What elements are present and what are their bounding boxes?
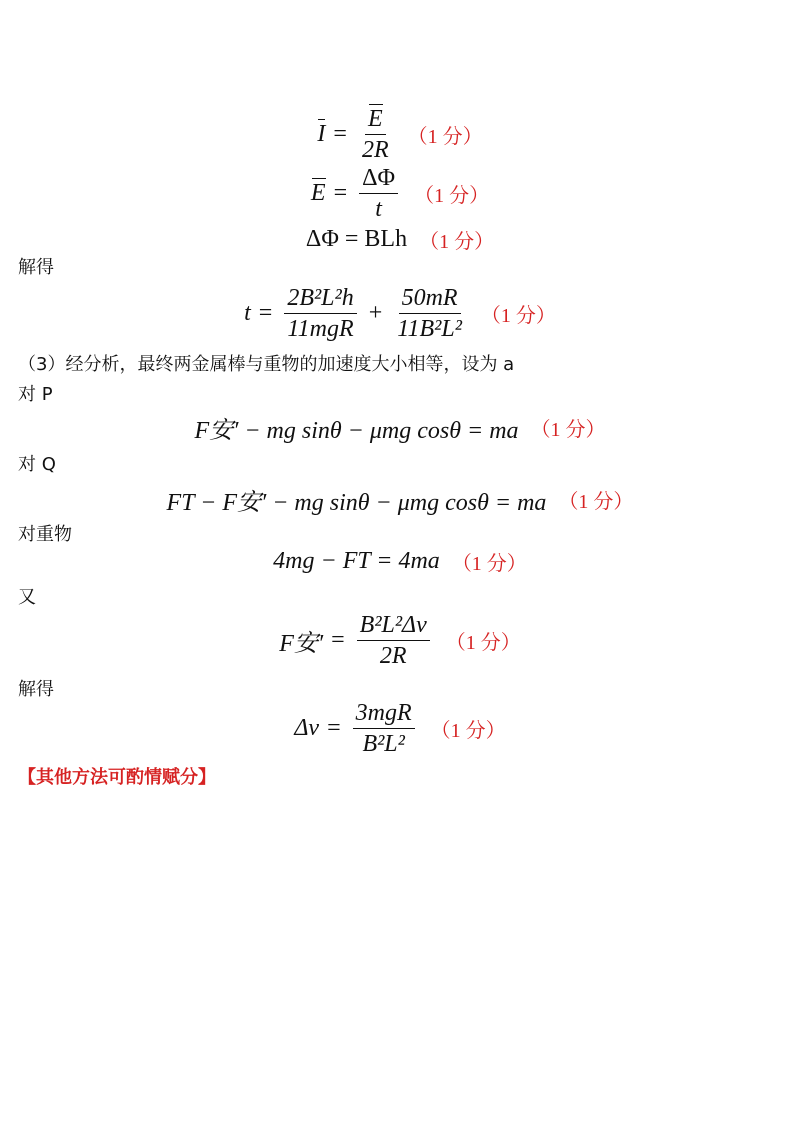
fraction (357, 612, 430, 670)
numerator: B²L²Δv (357, 612, 430, 641)
denominator: 2R (361, 137, 389, 164)
lhs-delta-v: Δv (294, 715, 320, 742)
math-equation (244, 285, 469, 343)
score-label: （1 分） (445, 632, 521, 655)
score-label: （1 分） (430, 720, 506, 743)
label-solve-2: 解得 (18, 679, 54, 700)
equation-delta-v (0, 700, 800, 758)
equation-flux (0, 225, 800, 254)
label-also: 又 (18, 587, 36, 608)
score-label: （1 分） (451, 553, 527, 575)
fraction (353, 700, 415, 758)
numerator: 3mgR (353, 700, 415, 729)
equation-current (0, 106, 800, 164)
E-bar: E (367, 106, 383, 132)
score-label: （1 分） (558, 491, 634, 513)
part3-statement: （3）经分析，最终两金属棒与重物的加速度大小相等，设为 a (18, 354, 515, 375)
math-equation: F安′ − mg sinθ − μmg cosθ = ma (194, 418, 519, 444)
plus-sign: + (368, 300, 383, 327)
denominator: 2R (379, 643, 407, 670)
score-label: （1 分） (480, 305, 556, 328)
equals-sign: = (331, 627, 345, 654)
lhs-E-bar: E (310, 180, 326, 207)
lhs-t: t (244, 300, 251, 327)
math-equation: ΔΦ = BLh (305, 226, 408, 252)
equation-time (0, 285, 800, 343)
math-equation: 4mg − FT = 4ma (273, 548, 440, 574)
score-label: （1 分） (530, 419, 606, 441)
equation-weight (0, 547, 800, 576)
equals-sign: = (258, 300, 273, 327)
label-for-P: 对 P (18, 384, 53, 405)
grading-note: 【其他方法可酌情赋分】 (18, 767, 216, 788)
numerator (365, 106, 386, 135)
label-for-Q: 对 Q (18, 454, 56, 475)
fraction (359, 106, 392, 164)
fraction-2 (394, 285, 465, 343)
equation-Q (0, 482, 800, 517)
lhs-F-an: F安′ (279, 631, 324, 658)
denominator: 11mgR (287, 316, 354, 343)
score-label: （1 分） (414, 185, 490, 208)
label-solve: 解得 (18, 257, 54, 278)
numerator: 50mR (399, 285, 461, 314)
score-label: （1 分） (407, 126, 483, 149)
numerator: 2B²L²h (284, 285, 356, 314)
denominator: t (375, 196, 382, 223)
equals-sign: = (333, 121, 347, 148)
lhs-I-bar: I (317, 121, 326, 148)
equals-sign: = (327, 715, 341, 742)
equation-ampere-force (0, 612, 800, 670)
numerator: ΔΦ (359, 165, 398, 194)
math-equation (311, 165, 402, 223)
equation-emf (0, 165, 800, 223)
fraction (359, 165, 398, 223)
score-label: （1 分） (419, 231, 495, 253)
denominator: 11B²L² (397, 316, 462, 343)
equals-sign: = (333, 180, 348, 207)
fraction-1 (284, 285, 356, 343)
math-equation (294, 700, 418, 758)
math-equation: FT − F安′ − mg sinθ − μmg cosθ = ma (166, 490, 547, 516)
math-equation (317, 106, 395, 164)
label-for-weight: 对重物 (18, 524, 72, 545)
math-equation (279, 612, 434, 670)
denominator: B²L² (362, 731, 405, 758)
equation-P (0, 410, 800, 445)
